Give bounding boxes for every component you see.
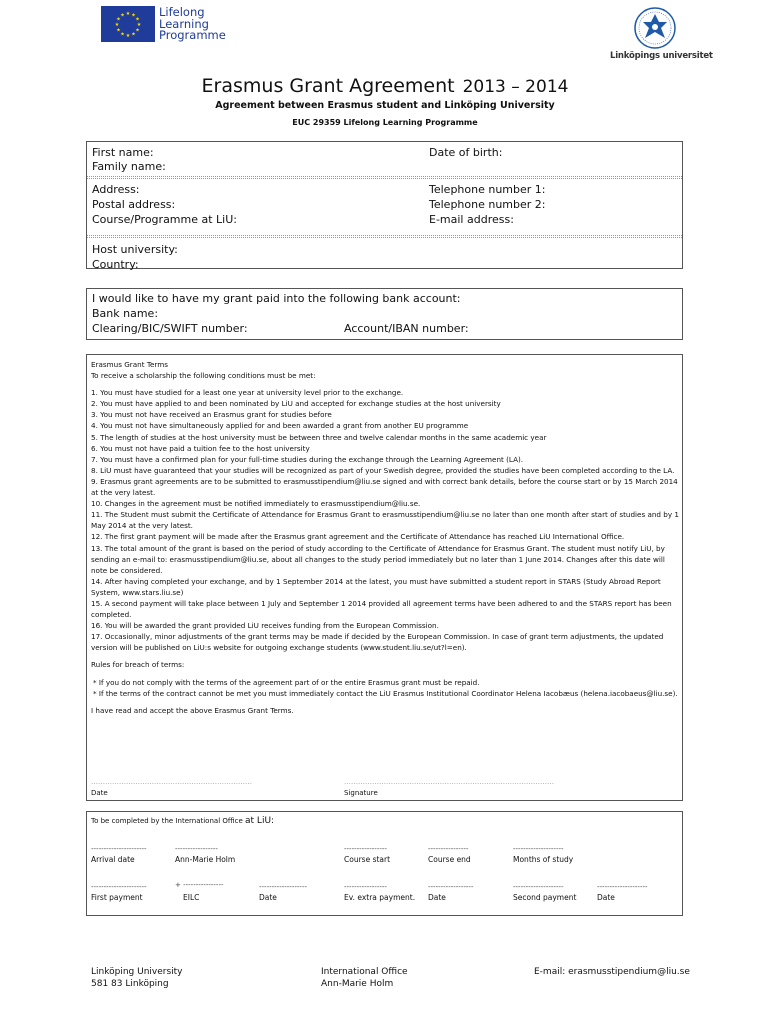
personal-info-box	[86, 141, 683, 269]
footer-email	[534, 966, 690, 978]
svg-text:★: ★	[120, 12, 125, 19]
terms-intro: To receive a scholarship the following conditions must be met:	[91, 371, 316, 381]
term-item: 12. The first grant payment will be made after the Erasmus grant agreement and the Certificate of Attendance has reached LiU International Office.	[91, 532, 625, 542]
term-item: 6. You must not have paid a tuition fee to the host university	[91, 443, 310, 453]
date-signature-line[interactable]: ……………………………………………………………	[91, 778, 252, 786]
svg-text:★: ★	[131, 12, 136, 19]
date-label: Date	[259, 893, 277, 902]
liu-logo-name: Linköpings universitet	[610, 51, 713, 61]
svg-text:★: ★	[114, 22, 120, 28]
page-title	[0, 75, 770, 97]
course-programme-field[interactable]: Course/Programme at LiU:	[92, 213, 237, 226]
title-text: Erasmus Grant Agreement	[201, 75, 455, 97]
accept-statement: I have read and accept the above Erasmus Grant Terms.	[91, 705, 294, 715]
divider	[87, 237, 682, 238]
term-item: 2. You must have applied to and been nominated by LiU and accepted for exchange studies at the host university	[91, 399, 501, 409]
country-field[interactable]: Country:	[92, 258, 139, 271]
llp-line-3: Programme	[159, 28, 226, 42]
terms-heading: Erasmus Grant Terms	[91, 360, 168, 369]
llp-line-1: Lifelong	[159, 5, 205, 19]
divider	[87, 235, 682, 236]
term-item: 4. You must not have simultaneously applied for and been awarded a grant from another EU programme	[91, 421, 469, 431]
account-iban-field[interactable]: Account/IBAN number:	[344, 322, 469, 335]
email-field[interactable]: E-mail address:	[429, 213, 514, 226]
date-label: Date	[597, 893, 615, 902]
liu-logo	[610, 6, 713, 62]
divider	[87, 176, 682, 177]
telephone-1-field[interactable]: Telephone number 1:	[429, 183, 546, 196]
breach-item: * If you do not comply with the terms of the agreement part of or the entire Erasmus grant must be repaid.	[93, 677, 480, 687]
terms-text	[91, 359, 679, 716]
signature-label: Signature	[344, 789, 378, 797]
months-of-study-label: Months of study	[513, 855, 574, 864]
svg-text:★: ★	[135, 16, 140, 23]
term-item: 10. Changes in the agreement must be notified immediately to erasmusstipendium@liu.se.	[91, 499, 421, 509]
svg-text:★: ★	[116, 27, 121, 34]
footer-office-name: International Office	[321, 967, 408, 977]
eu-flag-icon	[101, 6, 155, 42]
date-line[interactable]: --------------------	[597, 883, 648, 891]
llp-line-2: Learning	[159, 16, 209, 31]
term-item: 15. A second payment will take place between 1 July and September 1 2014 provided all agreement terms have been adhered to and the STARS report has been completed.	[91, 598, 672, 620]
date-line[interactable]: ------------------	[428, 883, 474, 891]
address-field[interactable]: Address:	[92, 183, 140, 196]
family-name-field[interactable]: Family name:	[92, 160, 166, 173]
divider	[87, 178, 682, 179]
svg-text:★: ★	[136, 22, 142, 28]
term-item: 7. You must have a confirmed plan for your full-time studies during the exchange through the Learning Agreement (LA).	[91, 454, 524, 464]
breach-heading: Rules for breach of terms:	[91, 660, 185, 670]
term-item: 14. After having completed your exchange, and by 1 September 2014 at the latest, you must have submitted a student report in STARS (Study Abroad Report System, www.stars.liu.se)	[91, 576, 661, 597]
arrival-date-label: Arrival date	[91, 855, 135, 864]
extra-payment-line[interactable]: -----------------	[344, 883, 387, 891]
term-item: 1. You must have studied for a least one year at university level prior to the exchange.	[91, 388, 404, 398]
bank-name-field[interactable]: Bank name:	[92, 307, 159, 320]
term-item: 16. You will be awarded the grant provided LiU receives funding from the European Commission.	[91, 621, 439, 631]
date-of-birth-field[interactable]: Date of birth:	[429, 146, 503, 159]
term-item: 13. The total amount of the grant is based on the period of study according to the Certificate of Attendance for Erasmus Grant. The student must notify LiU, by sending an e-mail to: erasmusstipendium@liu.se, about all changes to the study period immediately but no later than 1 June 2014. Changes after this date will note be considered.	[91, 543, 665, 575]
term-item: 8. LiU must have guaranteed that your studies will be recognized as part of your Swedish degree, provided the studies have been completed according to the LA.	[91, 465, 675, 475]
course-end-line[interactable]: ----------------	[428, 845, 469, 853]
host-university-field[interactable]: Host university:	[92, 243, 178, 256]
llp-logo-text	[159, 7, 226, 42]
first-payment-label: First payment	[91, 893, 143, 902]
svg-text:★: ★	[135, 27, 140, 34]
office-heading-text: To be completed by the International Office	[91, 817, 243, 825]
eilc-line[interactable]: + ----------------	[175, 881, 224, 889]
svg-text:★: ★	[116, 16, 121, 23]
programme-code: EUC 29359 Lifelong Learning Programme	[292, 118, 478, 127]
course-start-line[interactable]: -----------------	[344, 845, 387, 853]
term-item: 3. You must not have received an Erasmus grant for studies before	[91, 410, 332, 420]
second-payment-line[interactable]: --------------------	[513, 883, 564, 891]
first-payment-line[interactable]: ----------------------	[91, 883, 147, 891]
term-item: 5. The length of studies at the host university must be between three and twelve calendar months in the same academic year	[91, 432, 547, 442]
clearing-bic-swift-field[interactable]: Clearing/BIC/SWIFT number:	[92, 322, 248, 335]
term-item: 9. Erasmus grant agreements are to be submitted to erasmusstipendium@liu.se signed and with correct bank details, before the course start or by 15 March 2014 at the very latest.	[91, 476, 678, 498]
subtitle: Agreement between Erasmus student and Linköping University	[215, 100, 555, 111]
date-label: Date	[91, 789, 108, 797]
eilc-label: EILC	[183, 893, 200, 902]
svg-text:★: ★	[125, 11, 131, 17]
months-of-study-line[interactable]: --------------------	[513, 845, 564, 853]
telephone-2-field[interactable]: Telephone number 2:	[429, 198, 546, 211]
breach-item: * If the terms of the contract cannot be met you must immediately contact the LiU Erasmus Institutional Coordinator Helena Iacobæus (helena.iacobaeus@liu.se).	[93, 688, 678, 698]
bank-account-box	[86, 288, 683, 340]
footer-university: Linköping University	[91, 967, 183, 977]
footer-email-text[interactable]: E-mail: erasmusstipendium@liu.se	[534, 967, 690, 977]
lifelong-learning-logo	[101, 6, 231, 46]
international-office-box	[86, 811, 683, 916]
svg-text:★: ★	[120, 31, 125, 38]
course-end-label: Course end	[428, 855, 471, 864]
office-heading	[91, 816, 274, 826]
date-label: Date	[428, 893, 446, 902]
course-start-label: Course start	[344, 855, 391, 864]
footer-office	[321, 966, 408, 990]
first-name-field[interactable]: First name:	[92, 146, 154, 159]
footer-contact-name: Ann-Marie Holm	[321, 979, 394, 989]
postal-address-field[interactable]: Postal address:	[92, 198, 176, 211]
svg-text:★: ★	[131, 31, 136, 38]
date-line[interactable]: -------------------	[259, 883, 307, 891]
footer-postcode: 581 83 Linköping	[91, 979, 169, 989]
svg-text:★: ★	[125, 33, 131, 39]
arrival-date-line[interactable]: ----------------------	[91, 845, 147, 853]
office-heading-suffix: at LiU:	[245, 816, 275, 826]
title-year: 2013 – 2014	[462, 77, 569, 97]
second-payment-label: Second payment	[513, 893, 577, 902]
footer-address	[91, 966, 183, 990]
officer-line[interactable]: -----------------	[175, 845, 218, 853]
signature-line[interactable]: ………………………………………………………………………………	[344, 778, 554, 786]
bank-intro: I would like to have my grant paid into the following bank account:	[92, 292, 461, 305]
extra-payment-label: Ev. extra payment.	[344, 893, 416, 902]
term-item: 17. Occasionally, minor adjustments of the grant terms may be made if decided by the European Commission. In case of grant term adjustments, the updated version will be published on LiU:s website for outgoing exchange students (www.student.liu.se/ut?l=en).	[91, 632, 664, 653]
term-item: 11. The Student must submit the Certificate of Attendance for Erasmus Grant to erasmusstipendium@liu.se no later than one month after start of studies and by 1 May 2014 at the very latest.	[91, 510, 679, 531]
officer-label: Ann-Marie Holm	[175, 855, 236, 864]
grant-terms-box	[86, 354, 683, 801]
liu-emblem-icon	[633, 6, 677, 50]
